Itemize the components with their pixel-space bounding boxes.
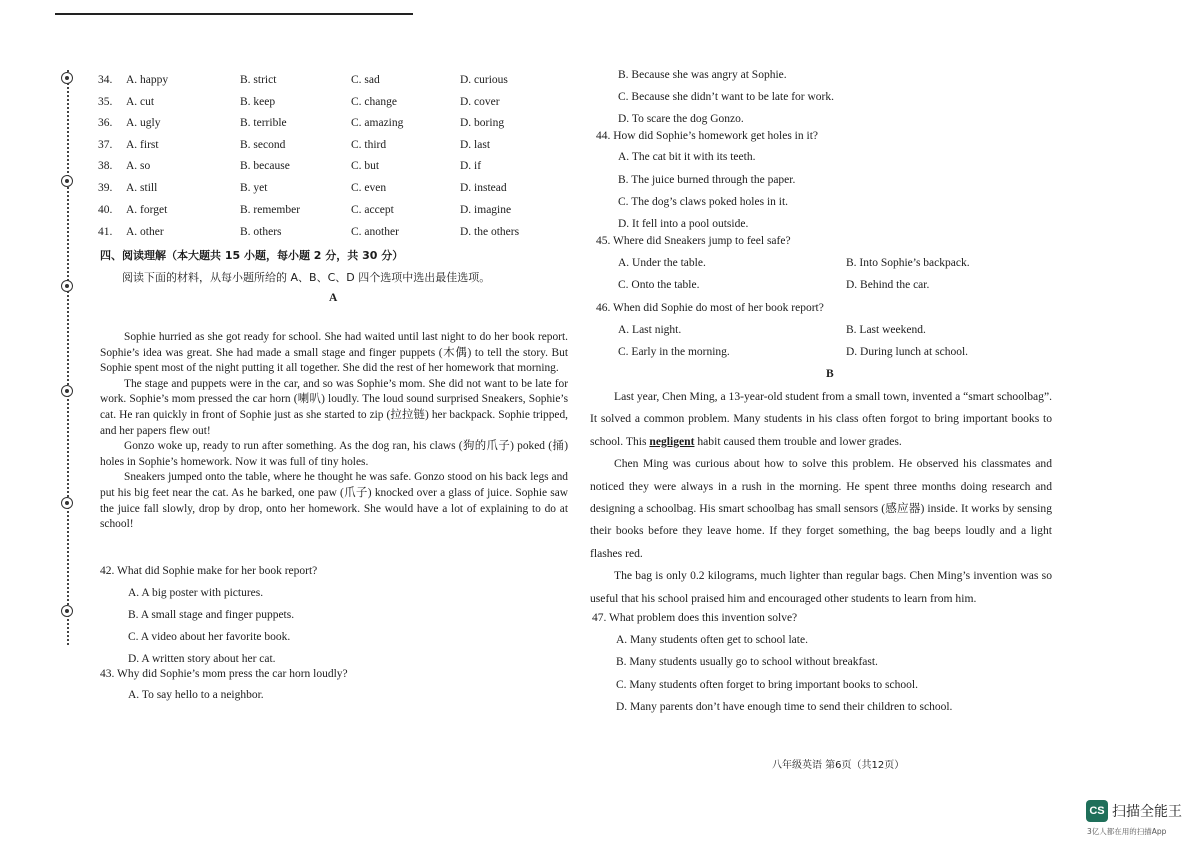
passage-a-paragraph: Sophie hurried as she got ready for school. She had waited until last night to do her book report. Sophie’s idea was great. She had made a small stage and finger puppets (木偶) to tell the story. But Sophie spent most of the night putting it all together. She did the rest of her homework that morning. xyxy=(100,331,568,375)
question-number: 34. xyxy=(98,74,113,86)
question-44-option-b: B. The juice burned through the paper. xyxy=(618,174,796,186)
passage-b xyxy=(590,386,1052,610)
option-b: B. others xyxy=(240,226,282,238)
question-46-option-d: D. During lunch at school. xyxy=(846,346,969,358)
question-45-stem: 45. Where did Sneakers jump to feel safe? xyxy=(596,235,791,247)
option-b: B. yet xyxy=(240,182,268,194)
option-c: C. even xyxy=(351,182,387,194)
question-45-option-a: A. Under the table. xyxy=(618,257,706,269)
question-42-option-b: B. A small stage and finger puppets. xyxy=(128,609,295,621)
option-a: A. forget xyxy=(126,204,168,216)
passage-a-paragraph: Sneakers jumped onto the table, where he thought he was safe. Gonzo stood on his back legs and put his big feet near the cat. As he barked, one paw (爪子) knocked over a glass of juice. Sophie saw the juice fall slowly, drop by drop, onto her homework. She would have a lot of explaining to do at school! xyxy=(100,471,568,531)
question-42-stem: 42. What did Sophie make for her book report? xyxy=(100,565,318,577)
option-d: D. the others xyxy=(460,226,520,238)
scanner-tagline: 3亿人都在用的扫描App xyxy=(1087,827,1167,836)
option-d: D. last xyxy=(460,139,491,151)
option-b: B. remember xyxy=(240,204,301,216)
top-rule xyxy=(55,13,413,15)
option-d: D. cover xyxy=(460,96,500,108)
option-a: A. ugly xyxy=(126,117,161,129)
question-47-stem: 47. What problem does this invention solve? xyxy=(592,612,798,624)
question-43-option-c: C. Because she didn’t want to be late for work. xyxy=(618,91,834,103)
option-a: A. other xyxy=(126,226,164,238)
option-a: A. still xyxy=(126,182,158,194)
binding-hole-icon xyxy=(61,72,73,84)
question-46-stem: 46. When did Sophie do most of her book report? xyxy=(596,302,824,314)
section-title: 四、阅读理解（本大题共 15 小题，每小题 2 分，共 30 分） xyxy=(100,249,404,262)
question-43-option-d: D. To scare the dog Gonzo. xyxy=(618,113,744,125)
question-number: 35. xyxy=(98,96,113,108)
option-d: D. curious xyxy=(460,74,508,86)
question-46-option-c: C. Early in the morning. xyxy=(618,346,730,358)
binding-dotted-line xyxy=(67,70,69,645)
question-42-option-c: C. A video about her favorite book. xyxy=(128,631,291,643)
question-43-stem: 43. Why did Sophie’s mom press the car horn loudly? xyxy=(100,668,348,680)
passage-b-paragraph-3: The bag is only 0.2 kilograms, much lighter than regular bags. Chen Ming’s invention was so useful that his school praised him and encouraged other students to learn from him. xyxy=(590,569,1052,605)
option-c: C. third xyxy=(351,139,387,151)
option-c: C. but xyxy=(351,160,380,172)
cloze-option-row xyxy=(98,96,578,112)
question-number: 40. xyxy=(98,204,113,216)
passage-b-label: B xyxy=(826,368,834,380)
scanner-logo-icon: CS xyxy=(1086,800,1108,822)
question-number: 41. xyxy=(98,226,113,238)
passage-b-paragraph-1 xyxy=(590,386,1052,453)
binding-hole-icon xyxy=(61,175,73,187)
passage-a xyxy=(100,330,568,533)
question-46-option-b: B. Last weekend. xyxy=(846,324,926,336)
cloze-option-row xyxy=(98,226,578,242)
option-b: B. second xyxy=(240,139,286,151)
option-d: D. boring xyxy=(460,117,505,129)
option-c: C. accept xyxy=(351,204,394,216)
option-a: A. first xyxy=(126,139,159,151)
option-b: B. keep xyxy=(240,96,276,108)
question-42-option-d: D. A written story about her cat. xyxy=(128,653,276,665)
cloze-option-row xyxy=(98,117,578,133)
passage-a-paragraph: Gonzo woke up, ready to run after something. As the dog ran, his claws (狗的爪子) poked (捅) holes in Sophie’s homework. Now it was full of tiny holes. xyxy=(100,440,568,468)
cloze-option-row xyxy=(98,74,578,90)
option-d: D. instead xyxy=(460,182,507,194)
question-number: 39. xyxy=(98,182,113,194)
passage-a-paragraph: The stage and puppets were in the car, and so was Sophie’s mom. She did not want to be late for work. Sophie’s mom pressed the car horn (喇叭) loudly. The loud sound surprised Sneakers, Sophie’s cat. He ran quickly in front of Sophie just as she started to zip (拉拉链) her backpack. Sophie tripped, and her papers flew out! xyxy=(100,377,568,437)
passage-b-text: Last year, Chen Ming, a 13-year-old student from a small town, invented a “smart schoolbag”. It solved a common problem. Many students in his class often forgot to bring important books to school. This xyxy=(590,390,1052,448)
question-44-option-c: C. The dog’s claws poked holes in it. xyxy=(618,196,789,208)
question-47-option-c: C. Many students often forget to bring important books to school. xyxy=(616,679,918,691)
binding-hole-icon xyxy=(61,497,73,509)
binding-hole-icon xyxy=(61,280,73,292)
question-47-option-b: B. Many students usually go to school without breakfast. xyxy=(616,656,878,668)
option-c: C. sad xyxy=(351,74,380,86)
cloze-option-row xyxy=(98,139,578,155)
question-47-option-d: D. Many parents don’t have enough time to send their children to school. xyxy=(616,701,953,713)
passage-a-label: A xyxy=(329,292,338,304)
question-45-option-d: D. Behind the car. xyxy=(846,279,930,291)
binding-hole-icon xyxy=(61,385,73,397)
question-number: 37. xyxy=(98,139,113,151)
passage-b-paragraph-2: Chen Ming was curious about how to solve this problem. He observed his classmates and noticed they were always in a rush in the morning. He spent three months doing research and designing a schoolbag. His smart schoolbag has small sensors (感应器) inside. It works by sensing their books before they leave home. If they forget something, the bag beeps loudly and a light flashes red. xyxy=(590,457,1052,560)
scanner-app-name: 扫描全能王 xyxy=(1112,804,1182,820)
question-45-option-c: C. Onto the table. xyxy=(618,279,700,291)
passage-b-text: habit caused them trouble and lower grades. xyxy=(694,434,902,448)
option-a: A. so xyxy=(126,160,151,172)
cloze-option-row xyxy=(98,160,578,176)
question-45-option-b: B. Into Sophie’s backpack. xyxy=(846,257,970,269)
question-42-option-a: A. A big poster with pictures. xyxy=(128,587,264,599)
option-d: D. if xyxy=(460,160,482,172)
option-b: B. strict xyxy=(240,74,277,86)
cloze-option-row xyxy=(98,182,578,198)
question-44-option-d: D. It fell into a pool outside. xyxy=(618,218,749,230)
option-b: B. terrible xyxy=(240,117,287,129)
option-a: A. cut xyxy=(126,96,155,108)
question-44-stem: 44. How did Sophie’s homework get holes in it? xyxy=(596,130,818,142)
question-number: 38. xyxy=(98,160,113,172)
option-d: D. imagine xyxy=(460,204,512,216)
question-46-option-a: A. Last night. xyxy=(618,324,682,336)
page-footer: 八年级英语 第6页（共12页） xyxy=(772,760,905,771)
question-43-option-a: A. To say hello to a neighbor. xyxy=(128,689,264,701)
option-b: B. because xyxy=(240,160,290,172)
option-a: A. happy xyxy=(126,74,169,86)
option-c: C. amazing xyxy=(351,117,404,129)
underlined-word: negligent xyxy=(649,434,695,448)
section-instruction: 阅读下面的材料，从每小题所给的 A、B、C、D 四个选项中选出最佳选项。 xyxy=(122,271,491,284)
question-number: 36. xyxy=(98,117,113,129)
question-44-option-a: A. The cat bit it with its teeth. xyxy=(618,151,756,163)
question-43-option-b: B. Because she was angry at Sophie. xyxy=(618,69,787,81)
option-c: C. another xyxy=(351,226,399,238)
question-47-option-a: A. Many students often get to school late. xyxy=(616,634,808,646)
option-c: C. change xyxy=(351,96,397,108)
binding-hole-icon xyxy=(61,605,73,617)
cloze-option-row xyxy=(98,204,578,220)
